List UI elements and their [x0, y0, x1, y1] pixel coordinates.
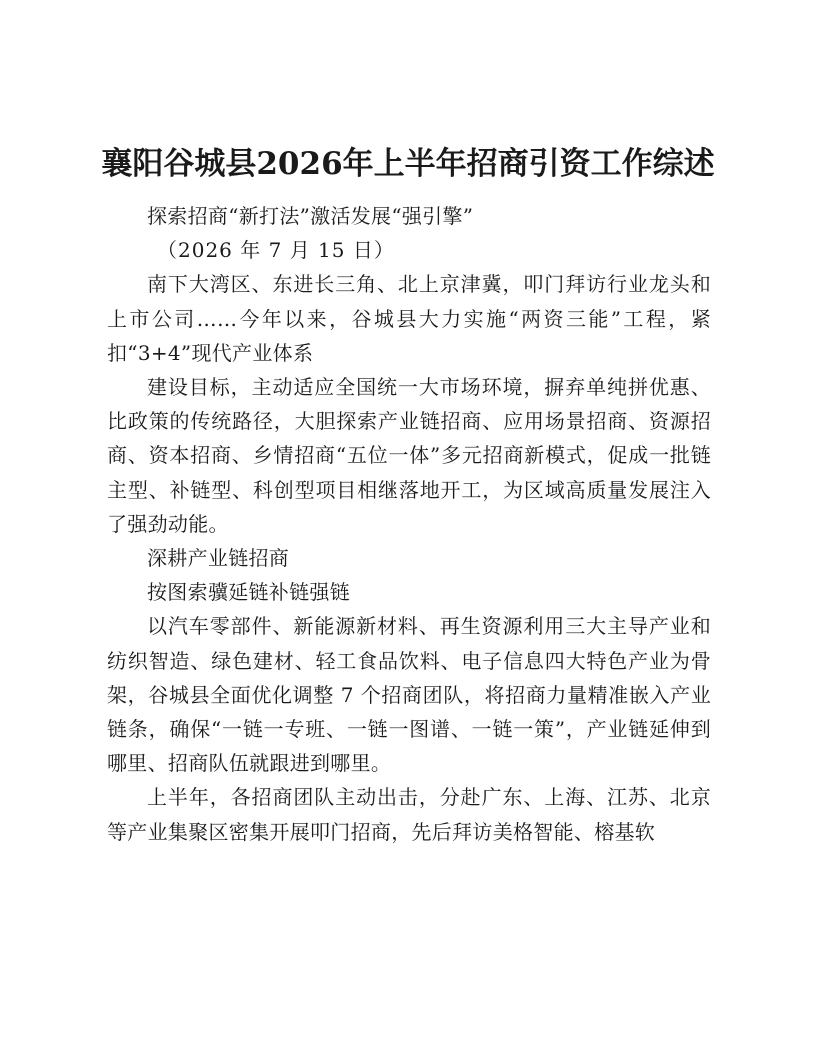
paragraph-industry: 以汽车零部件、新能源新材料、再生资源利用三大主导产业和纺织智造、绿色建材、轻工食品饮料、电子信息四大特色产业为骨架，谷城县全面优化调整 7 个招商团队，将招商力量精准嵌入产业链条，确保“一链一专班、一链一图谱、一链一策”，产业链延伸到哪里、招商队伍就跟进到哪里。: [107, 614, 711, 776]
document-body: [107, 199, 711, 849]
section-subheading: 按图索骥延链补链强链: [147, 580, 350, 605]
paragraph-goals: 建设目标，主动适应全国统一大市场环境，摒弃单纯拼优惠、比政策的传统路径，大胆探索产业链招商、应用场景招商、资源招商、资本招商、乡情招商“五位一体”多元招商新模式，促成一批链主型、补链型、科创型项目相继落地开工，为区域高质量发展注入了强劲动能。: [107, 375, 711, 536]
paragraph-intro: 南下大湾区、东进长三角、北上京津冀，叩门拜访行业龙头和上市公司……今年以来，谷城县大力实施“两资三能”工程，紧扣“3+4”现代产业体系: [107, 272, 711, 365]
document-date: （2026 年 7 月 15 日）: [157, 238, 395, 263]
section-heading: 深耕产业链招商: [147, 546, 290, 571]
document-title: 襄阳谷城县2026年上半年招商引资工作综述: [101, 146, 715, 182]
paragraph-first-half: 上半年，各招商团队主动出击，分赴广东、上海、江苏、北京等产业集聚区密集开展叩门招商，先后拜访美格智能、榕基软: [107, 785, 711, 844]
document-subtitle: 探索招商“新打法”激活发展“强引擎”: [147, 204, 474, 228]
